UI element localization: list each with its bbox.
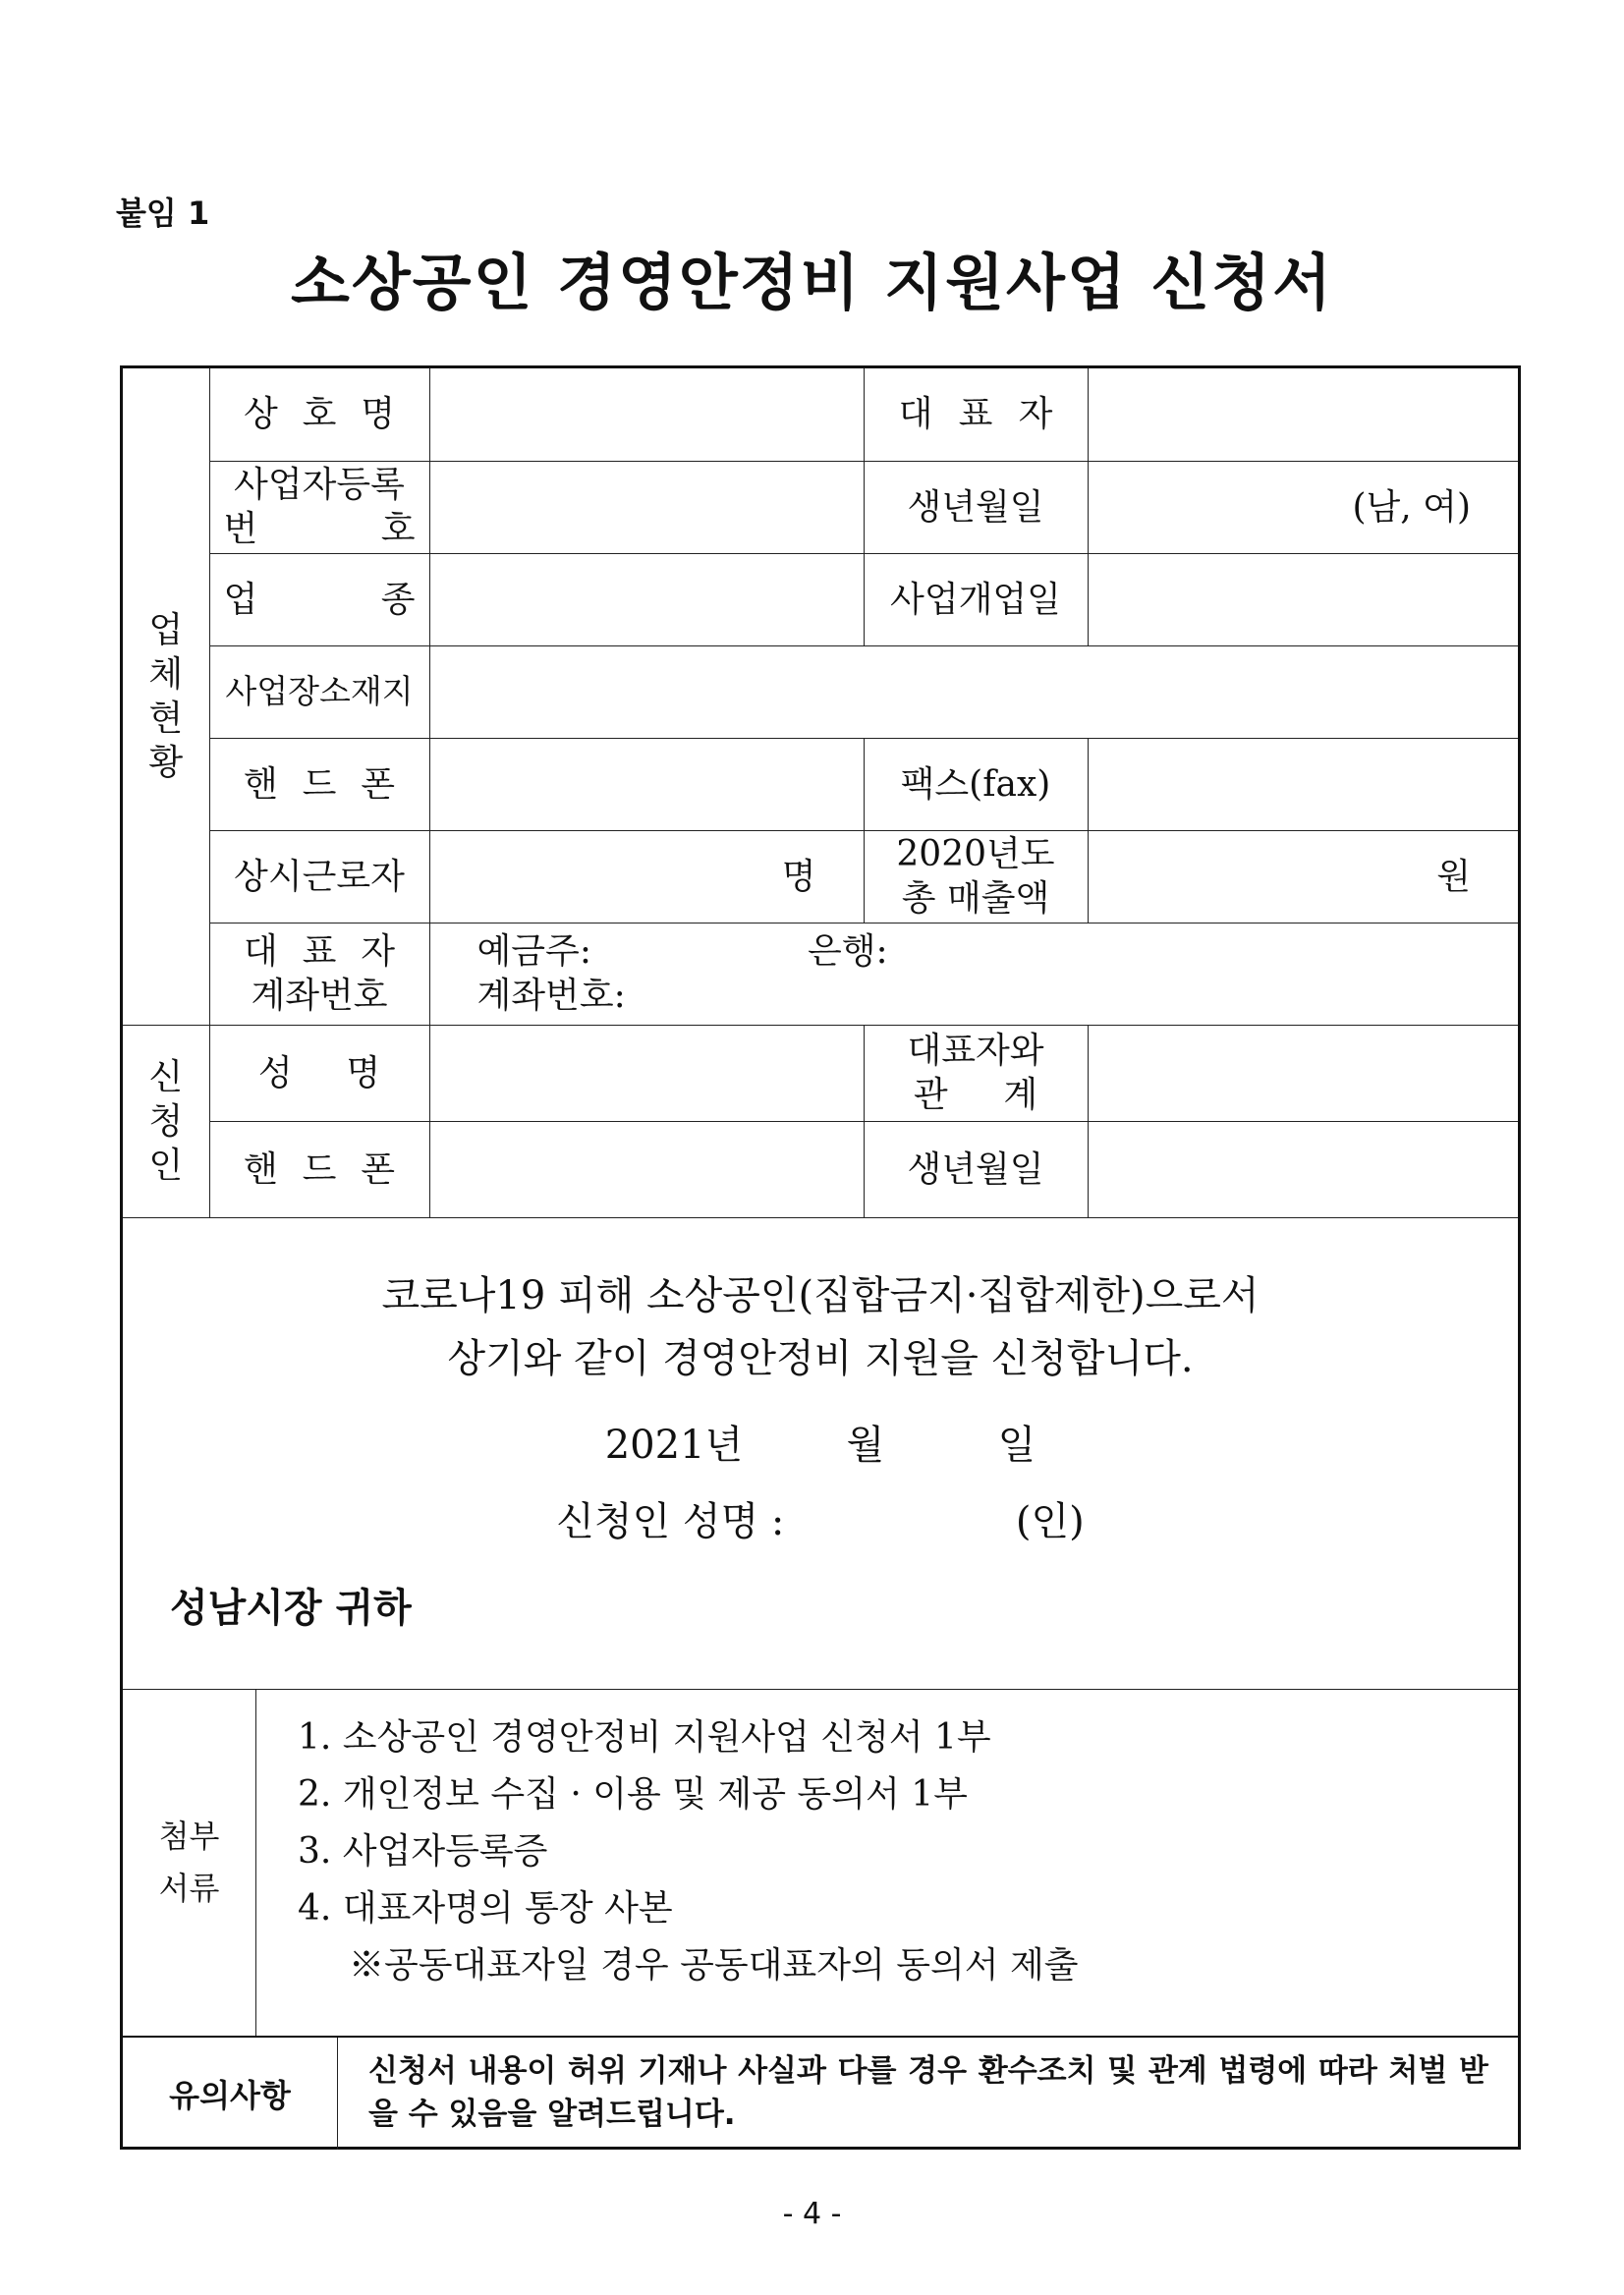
attachment-item: 1. 소상공인 경영안정비 지원사업 신청서 1부 <box>298 1717 991 1758</box>
business-phone-label: 핸 드 폰 <box>209 738 429 830</box>
declaration-line-2: 상기와 같이 경영안정비 지원을 신청합니다. <box>447 1336 1194 1381</box>
signer-label: 신청인 성명 : <box>556 1499 785 1544</box>
notice-section <box>123 2038 1518 2150</box>
date-year: 2021년 <box>604 1423 744 1468</box>
relation-field[interactable] <box>1088 1025 1518 1121</box>
representative-field[interactable] <box>1088 368 1518 461</box>
applicant-phone-label: 핸 드 폰 <box>209 1121 429 1217</box>
attachment-label: 붙임 1 <box>116 195 210 232</box>
business-section-label: 업 체 현 황 <box>123 368 209 1025</box>
notice-label: 유의사항 <box>123 2038 338 2150</box>
sales-field[interactable]: 원 <box>1088 830 1518 923</box>
trade-name-label: 상 호 명 <box>209 368 429 461</box>
notice-text: 신청서 내용이 허위 기재나 사실과 다를 경우 환수조치 및 관계 법령에 따라 처벌 받을 수 있음을 알려드립니다. <box>368 2053 1488 2132</box>
attachments-section <box>123 1690 1518 2038</box>
attachments-label: 첨부 서류 <box>123 1690 256 2036</box>
applicant-birthdate-label: 생년월일 <box>864 1121 1088 1217</box>
opening-date-label: 사업개업일 <box>864 553 1088 645</box>
sales-label: 2020년도 총 매출액 <box>864 830 1088 923</box>
registration-number-label: 사업자등록 번 호 <box>209 461 429 553</box>
account-holder-label: 예금주: <box>476 931 591 972</box>
employees-label: 상시근로자 <box>209 830 429 923</box>
applicant-name-label: 성 명 <box>209 1025 429 1121</box>
application-date <box>123 1414 1518 1470</box>
form-title: 소상공인 경영안정비 지원사업 신청서 <box>290 247 1334 318</box>
application-form <box>120 365 1521 2150</box>
applicant-birthdate-field[interactable] <box>1088 1121 1518 1217</box>
account-label: 대 표 자 계좌번호 <box>209 923 429 1025</box>
addressee: 성남시장 귀하 <box>170 1586 412 1631</box>
opening-date-field[interactable] <box>1088 553 1518 645</box>
account-number-label: 계좌번호: <box>476 976 626 1016</box>
declaration-line-1: 코로나19 피해 소상공인(집합금지·집합제한)으로서 <box>381 1273 1260 1318</box>
fax-field[interactable] <box>1088 738 1518 830</box>
applicant-name-field[interactable] <box>429 1025 864 1121</box>
date-day: 일 <box>997 1423 1036 1468</box>
seal-mark: (인) <box>1015 1499 1085 1544</box>
birthdate-label: 생년월일 <box>864 461 1088 553</box>
attachment-item: 4. 대표자명의 통장 사본 <box>298 1888 673 1929</box>
account-field[interactable] <box>429 923 1518 1025</box>
business-phone-field[interactable] <box>429 738 864 830</box>
attachments-list <box>298 1709 1079 1994</box>
industry-field[interactable] <box>429 553 864 645</box>
trade-name-field[interactable] <box>429 368 864 461</box>
attachment-item: 2. 개인정보 수집 · 이용 및 제공 동의서 1부 <box>298 1774 968 1815</box>
applicant-phone-field[interactable] <box>429 1121 864 1217</box>
address-label: 사업장소재지 <box>209 645 429 738</box>
page-number: - 4 - <box>782 2197 842 2231</box>
representative-label: 대 표 자 <box>864 368 1088 461</box>
gender-field[interactable]: (남, 여) <box>1088 461 1518 553</box>
business-info-table <box>123 368 1518 1218</box>
date-month: 월 <box>846 1423 885 1468</box>
attachment-item: 3. 사업자등록증 <box>298 1831 548 1872</box>
relation-label: 대표자와 관 계 <box>864 1025 1088 1121</box>
registration-number-field[interactable] <box>429 461 864 553</box>
applicant-section-label: 신 청 인 <box>123 1025 209 1217</box>
address-field[interactable] <box>429 645 1518 738</box>
account-bank-label: 은행: <box>807 931 888 972</box>
industry-label: 업 종 <box>209 553 429 645</box>
employees-field[interactable]: 명 <box>429 830 864 923</box>
declaration-section <box>123 1221 1518 1690</box>
fax-label: 팩스(fax) <box>864 738 1088 830</box>
attachment-note: ※공동대표자일 경우 공동대표자의 동의서 제출 <box>349 1945 1079 1986</box>
signer-line <box>123 1490 1518 1546</box>
